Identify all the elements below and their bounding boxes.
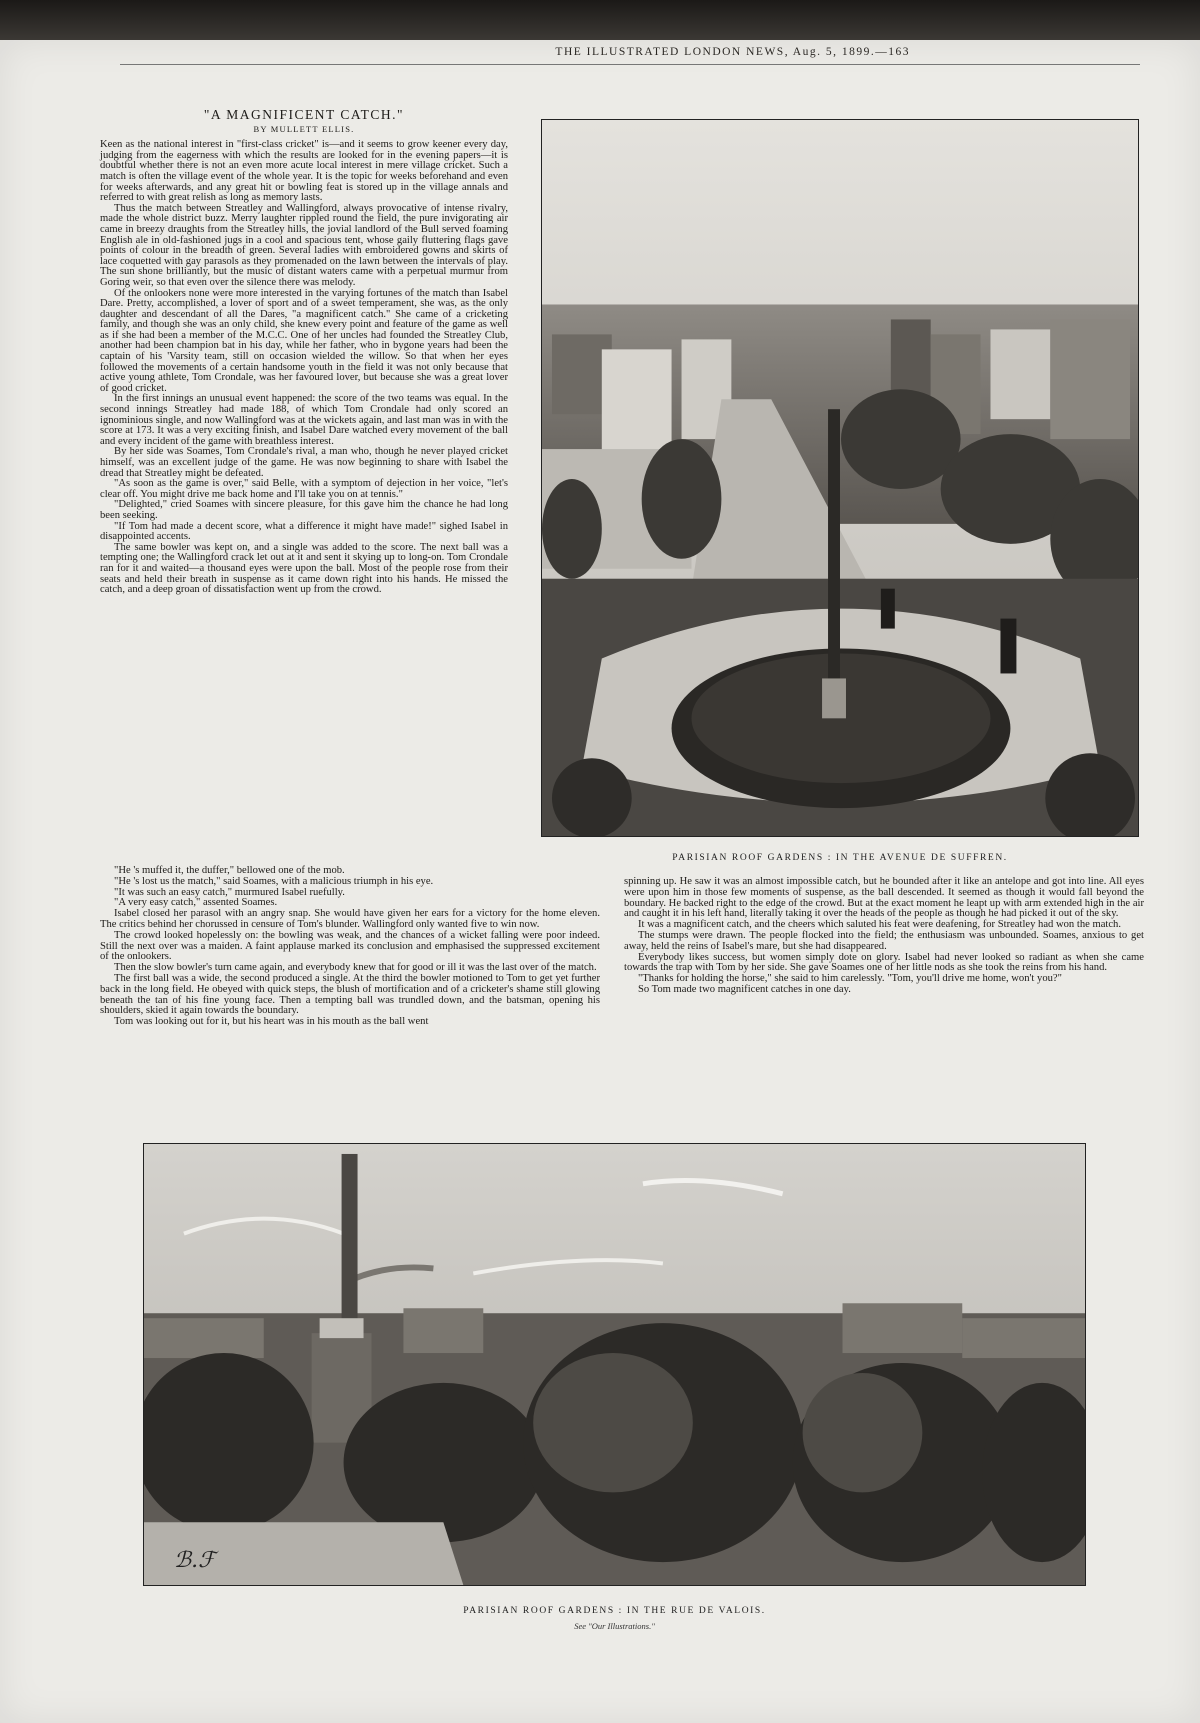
story-title: "A MAGNIFICENT CATCH.": [203, 107, 405, 122]
photo-rue-de-valois: [143, 1143, 1086, 1586]
paragraph: "As soon as the game is over," said Belle, with a symptom of dejection in her voice, "let's clear off. You might drive me back home and I'll take you on at tennis.": [100, 478, 508, 500]
paragraph: The stumps were drawn. The people flocked into the field; the enthusiasm was unbounded. Soames, anxious to get away, held the reins of Isabel's mare, but she had disappeared.: [624, 929, 1144, 952]
header-rule: [120, 64, 1140, 65]
article-continuation-right: [624, 877, 1144, 996]
paragraph: Isabel closed her parasol with an angry snap. She would have given her ears for a victory for the home eleven. The critics behind her chorussed in censure of Tom's blunder. Wallingford only wanted five to win now.: [100, 908, 600, 930]
paragraph: "It was such an easy catch," murmured Isabel ruefully.: [114, 886, 345, 898]
paragraph: The crowd looked hopelessly on: the bowling was weak, and the chances of a wicket falling were poor indeed. Still the next over was a maiden. A faint applause marked its conclusion and emphasised the suppressed excitement of the onlookers.: [100, 929, 600, 963]
paragraph: By her side was Soames, Tom Crondale's rival, a man who, though he never played cricket himself, was an excellent judge of the game. He was now beginning to share with Isabel the dread that Streatley might be defeated.: [100, 446, 508, 479]
artist-signature: ℬ.ℱ: [173, 1548, 216, 1574]
paragraph: The first ball was a wide, the second produced a single. At the third the bowler motioned to Tom to get yet further back in the long field. He obeyed with quick steps, the blush of mortification and of a cricketer's shame still glowing beneath the tan of his fine young face. Then a tempting ball was trundled down, and the batsman, opening his shoulders, skied it again towards the boundary.: [100, 972, 600, 1017]
figure-caption-avenue-de-suffren: PARISIAN ROOF GARDENS : IN THE AVENUE DE SUFFREN.: [672, 853, 1008, 863]
roof-garden-photo: [542, 120, 1138, 836]
paragraph: "He 's lost us the match," said Soames, with a malicious triumph in his eye.: [114, 875, 434, 887]
paragraph: "Thanks for holding the horse," she said to him carelessly. "Tom, you'll drive me home, won't you?": [638, 973, 1062, 985]
paragraph: "Delighted," cried Soames with sincere pleasure, for this gave him the chance he had long been seeking.: [100, 499, 508, 521]
running-head: THE ILLUSTRATED LONDON NEWS, Aug. 5, 1899.—163: [555, 46, 910, 58]
paragraph: Everybody likes success, but women simply dote on glory. Isabel had never looked so radiant as when she came towards the trap with Tom by her side. She gave Soames one of her little nods as she took the reins from his hand.: [624, 951, 1144, 974]
figure-caption-rue-de-valois: PARISIAN ROOF GARDENS : IN THE RUE DE VALOIS.: [463, 1606, 766, 1616]
paragraph: Of the onlookers none were more interested in the varying fortunes of the match than Isabel Dare. Pretty, accomplished, a lover of sport and of a sweet temperament, she was, as the only daughter and descendant of all the Dares, "a magnificent catch." She came of a cricketing family, and though she was an only child, she knew every point and feature of the game as well as if she had been a member of the M.C.C. One of her uncles had founded the Streatley Club, another had been champion bat in his day, while her father, who in bygone years had been the captain of his 'Varsity team, still on occasion wielded the willow. So that when her eyes followed the movements of a certain handsome youth in the field it was not only because that active young athlete, Tom Crondale, was her favoured lover, but because she was a great lover of good cricket.: [100, 287, 508, 394]
paragraph: So Tom made two magnificent catches in one day.: [638, 983, 851, 995]
paragraph: Thus the match between Streatley and Wallingford, always provocative of intense rivalry, made the whole district buzz. Merry laughter rippled round the field, the pure invigorating air came in breezy draughts from the Streatley hills, the jovial landlord of the Bull served foaming English ale in old-fashioned jugs in a cool and spacious tent, whose gaily fluttering flags gave points of colour in the breadth of green. Several ladies with embroidered gowns and skirts of lace coquetted with gay parasols as they promenaded on the lawn between the intervals of play. The sun shone brilliantly, but the music of distant waters came with a perpetual murmur from Goring weir, so that even over the silence there was melody.: [100, 202, 508, 288]
paragraph: Tom was looking out for it, but his heart was in his mouth as the ball went: [114, 1016, 429, 1028]
article-continuation-left: [100, 866, 600, 1028]
scan-top-edge: [0, 0, 1200, 40]
paragraph: Then the slow bowler's turn came again, and everybody knew that for good or ill it was the last over of the match.: [114, 962, 597, 974]
photo-avenue-de-suffren: [541, 119, 1139, 837]
paragraph: "A very easy catch," assented Soames.: [114, 897, 278, 909]
story-byline: BY MULLETT ELLIS.: [253, 123, 355, 134]
paragraph: spinning up. He saw it was an almost impossible catch, but he bounded after it like an antelope and got into line. All eyes were upon him in those few moments of suspense, as the ball descended. It seemed as though it would fall beyond the boundary. He backed right to the edge of the crowd. But at the exact moment he leapt up with arm extended high in the air and caught it in his left hand, literally taking it over the heads of the people as though he had picked it out of the sky.: [624, 876, 1144, 920]
paragraph: Keen as the national interest in "first-class cricket" is—and it seems to grow keener every day, judging from the eagerness with which the results are looked for in the evening papers—it is doubtful whether there is not an even more acute local interest in mere village cricket. Such a match is often the village event of the whole year. It is the topic for weeks beforehand and even for weeks afterwards, and any great hit or bowling feat is stored up in the village annals and referred to with great relish as long as memory lasts.: [100, 139, 508, 204]
figure-caption-reference: See "Our Illustrations.": [574, 1621, 655, 1631]
roof-garden-photo: [144, 1144, 1085, 1585]
paragraph: "He 's muffed it, the duffer," bellowed one of the mob.: [114, 865, 345, 876]
article-column-left: [100, 107, 508, 596]
paragraph: In the first innings an unusual event happened: the score of the two teams was equal. In the second innings Streatley had made 188, of which Tom Crondale had only scored an ignominious single, and now Wallingford was at the wickets again, and last man was in with the score at 173. It was a very exciting finish, and Isabel Dare watched every movement of the ball and every incident of the game with breathless interest.: [100, 393, 508, 447]
paragraph: It was a magnificent catch, and the cheers which saluted his feat were deafening, for Streatley had won the match.: [638, 919, 1121, 931]
paragraph: "If Tom had made a decent score, what a difference it might have made!" sighed Isabel in disappointed accents.: [100, 520, 508, 543]
paragraph: The same bowler was kept on, and a single was added to the score. The next ball was a tempting one; the Wallingford crack let out at it and sent it skying up to long-on. Tom Crondale ran for it and waited—a thousand eyes were upon the ball. Most of the people rose from their seats and held their breath in suspense as it came down right into his hands. He missed the catch, and a deep groan of dissatisfaction went up from the crowd.: [100, 541, 508, 596]
